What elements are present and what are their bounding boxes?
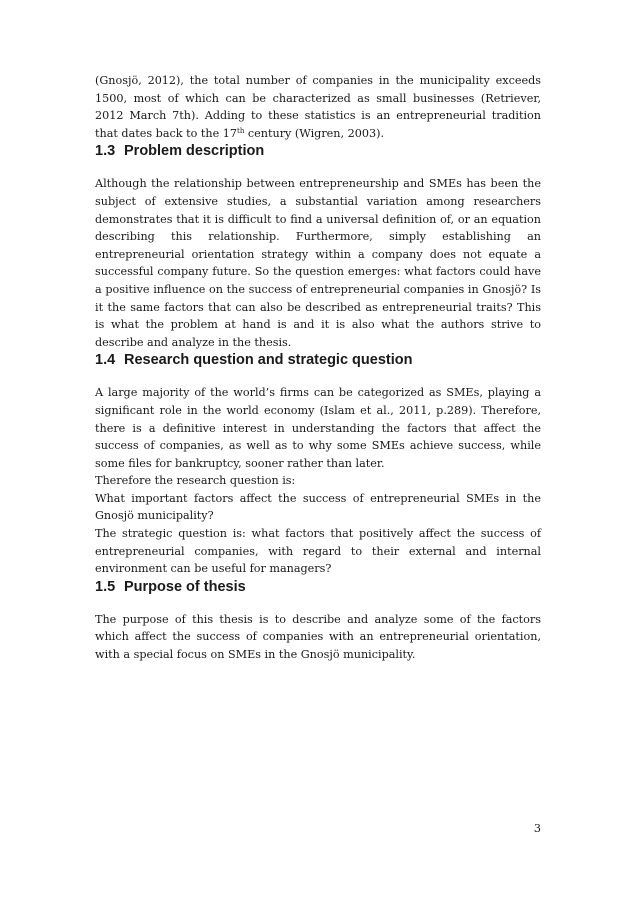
purpose-paragraph: The purpose of this thesis is to describe and analyze some of the factors which affect the success of companies with an entrepreneurial orientation, with a special focus on SMEs in the Gnosjö municipality.	[95, 612, 541, 662]
section-title: Problem description	[124, 143, 265, 160]
research-context-paragraph: A large majority of the world’s firms can be categorized as SMEs, playing a significant role in the world economy (Islam et al., 2011, p.289). Therefore, there is a definitive interest in understanding the factors that affect the success of companies, as well as to why some SMEs achieve success, while some files for bankruptcy, sooner rather than later.	[95, 386, 541, 470]
problem-description-paragraph: Although the relationship between entrepreneurship and SMEs has been the subject of extensive studies, a substantial variation among researchers demonstrates that it is difficult to find a universal definition of, or an equation describing this relationship. Furthermore, simply establishing an entrepreneurial orientation strategy within a company does not equate a successful company future. So the question emerges: what factors could have a positive influence on the success of entrepreneurial companies in Gnosjö? Is it the same factors that can also be described as entrepreneurial traits? This is what the problem at hand is and it is also what the authors strive to describe and analyze in the thesis.	[95, 177, 541, 349]
section-number: 1.4	[95, 352, 116, 369]
intro-text-part2: century (Wigren, 2003).	[244, 126, 385, 140]
section-title: Research question and strategic question	[124, 352, 413, 369]
page-number: 3	[533, 822, 541, 835]
intro-text-part1: (Gnosjö, 2012), the total number of companies in the municipality exceeds 1500, most of which can be characterized as small businesses (Retriever, 2012 March 7th). Adding to these statistics is an entrepreneurial tradition that dates back to the 17	[95, 74, 541, 140]
intro-paragraph	[95, 72, 541, 142]
section-heading-1-3	[95, 142, 541, 160]
research-question: What important factors affect the success of entrepreneurial SMEs in the Gnosjö municipality?	[95, 491, 541, 523]
research-question-intro: Therefore the research question is:	[95, 474, 296, 488]
section-title: Purpose of thesis	[124, 578, 246, 595]
strategic-question: The strategic question is: what factors that positively affect the success of entrepreneurial companies, with regard to their external and internal environment can be useful for managers?	[95, 527, 541, 576]
document-page	[95, 72, 541, 664]
section-heading-1-5	[95, 578, 541, 596]
ordinal-superscript: th	[237, 126, 245, 135]
section-number: 1.3	[95, 143, 116, 160]
section-heading-1-4	[95, 351, 541, 369]
section-number: 1.5	[95, 578, 116, 595]
